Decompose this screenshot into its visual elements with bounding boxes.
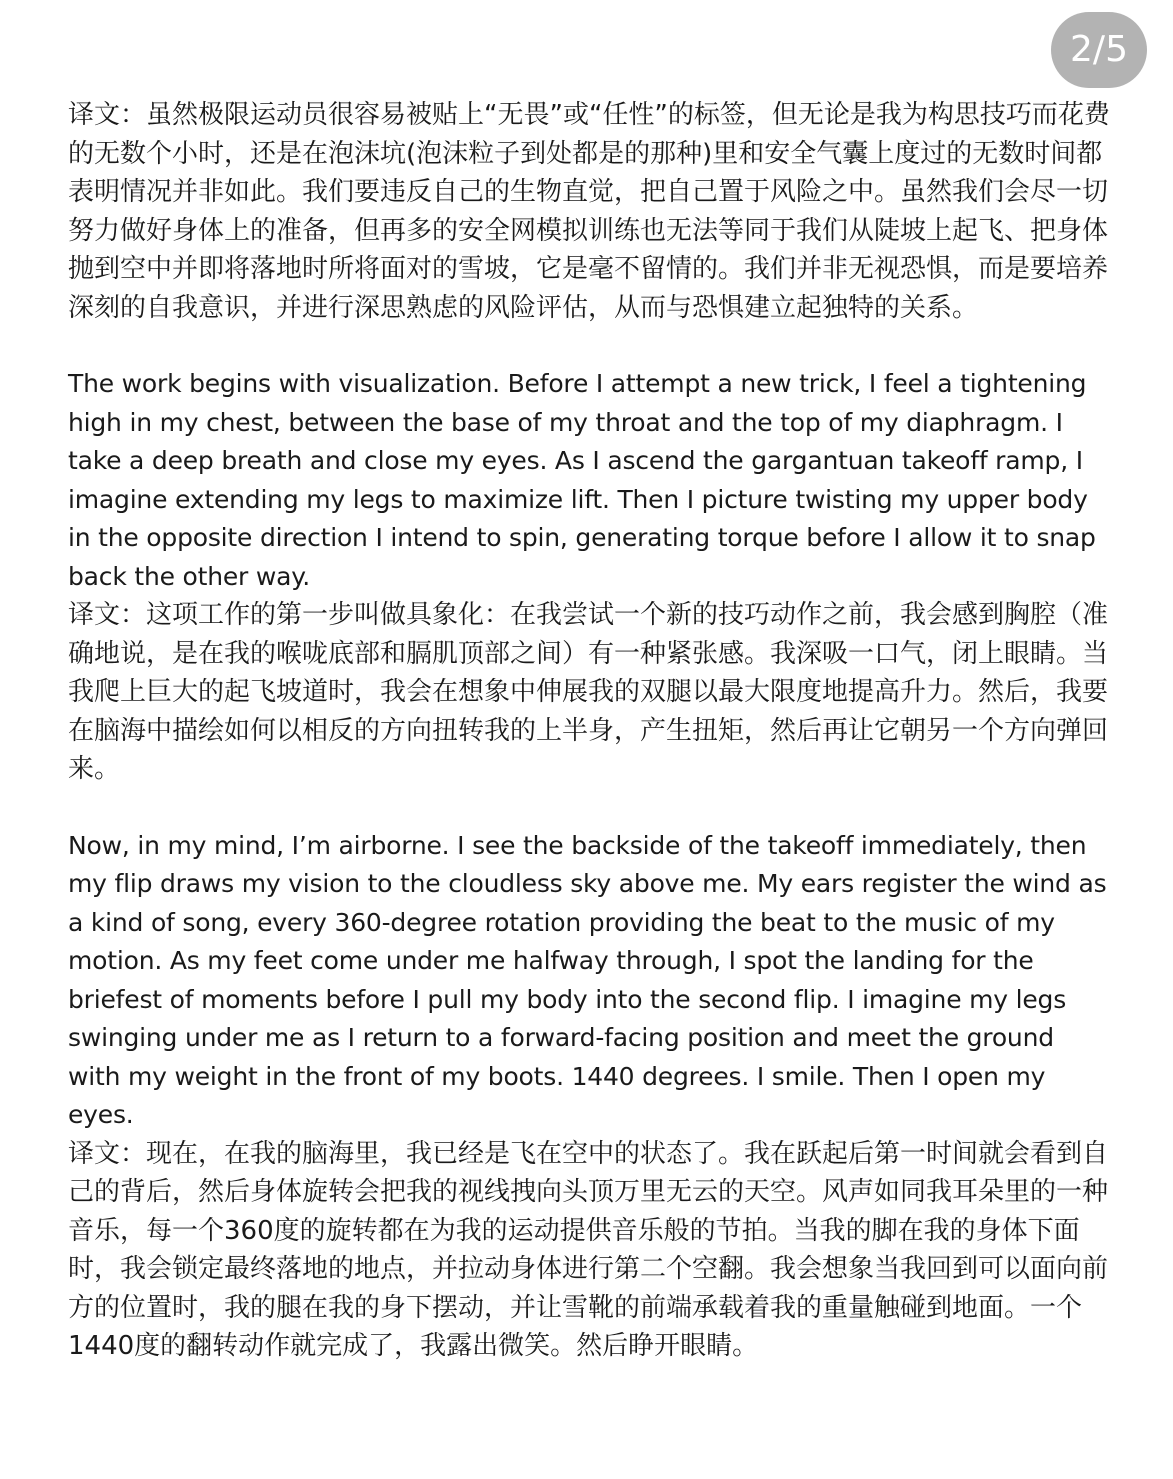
paragraph-spacer xyxy=(68,789,1113,827)
english-paragraph-2: Now, in my mind, I’m airborne. I see the backside of the takeoff immediately, then my flip draws my vision to the cloudless sky above me. My ears register the wind as a kind of song, every 360-degree rotation providing the beat to the music of my motion. As my feet come under me halfway through, I spot the landing for the briefest of moments before I pull my body into the second flip. I imagine my legs swinging under me as I return to a forward-facing position and meet the ground with my weight in the front of my boots. 1440 degrees. I smile. Then I open my eyes. xyxy=(68,830,1107,1129)
english-paragraph-1: The work begins with visualization. Before I attempt a new trick, I feel a tightening high in my chest, between the base of my throat and the top of my diaphragm. I take a deep breath and close my eyes. As I ascend the gargantuan takeoff ramp, I imagine extending my legs to maximize lift. Then I picture twisting my upper body in the opposite direction I intend to spin, generating torque before I allow it to snap back the other way. xyxy=(68,369,1096,591)
paragraph-spacer xyxy=(68,327,1113,365)
translation-paragraph-3: 译文：现在，在我的脑海里，我已经是飞在空中的状态了。我在跃起后第一时间就会看到自己的背后，然后身体旋转会把我的视线拽向头顶万里无云的天空。风声如同我耳朵里的一种音乐，每一个360度的旋转都在为我的运动提供音乐般的节拍。当我的脚在我的身体下面时，我会锁定最终落地的地点，并拉动身体进行第二个空翻。我会想象当我回到可以面向前方的位置时，我的腿在我的身下摆动，并让雪靴的前端承载着我的重量触碰到地面。一个1440度的翻转动作就完成了，我露出微笑。然后睁开眼睛。 xyxy=(68,1138,1109,1361)
article-body xyxy=(68,96,1113,1366)
translation-paragraph-2: 译文：这项工作的第一步叫做具象化：在我尝试一个新的技巧动作之前，我会感到胸腔（准确地说，是在我的喉咙底部和膈肌顶部之间）有一种紧张感。我深吸一口气，闭上眼睛。当我爬上巨大的起飞坡道时，我会在想象中伸展我的双腿以最大限度地提高升力。然后，我要在脑海中描绘如何以相反的方向扭转我的上半身，产生扭矩，然后再让它朝另一个方向弹回来。 xyxy=(68,600,1109,784)
page-indicator-badge: 2/5 xyxy=(1051,12,1147,88)
translation-paragraph-1: 译文：虽然极限运动员很容易被贴上“无畏”或“任性”的标签，但无论是我为构思技巧而花费的无数个小时，还是在泡沫坑(泡沫粒子到处都是的那种)里和安全气囊上度过的无数时间都表明情况并非如此。我们要违反自己的生物直觉，把自己置于风险之中。虽然我们会尽一切努力做好身体上的准备，但再多的安全网模拟训练也无法等同于我们从陡坡上起飞、把身体抛到空中并即将落地时所将面对的雪坡，它是毫不留情的。我们并非无视恐惧，而是要培养深刻的自我意识，并进行深思熟虑的风险评估，从而与恐惧建立起独特的关系。 xyxy=(68,100,1110,323)
